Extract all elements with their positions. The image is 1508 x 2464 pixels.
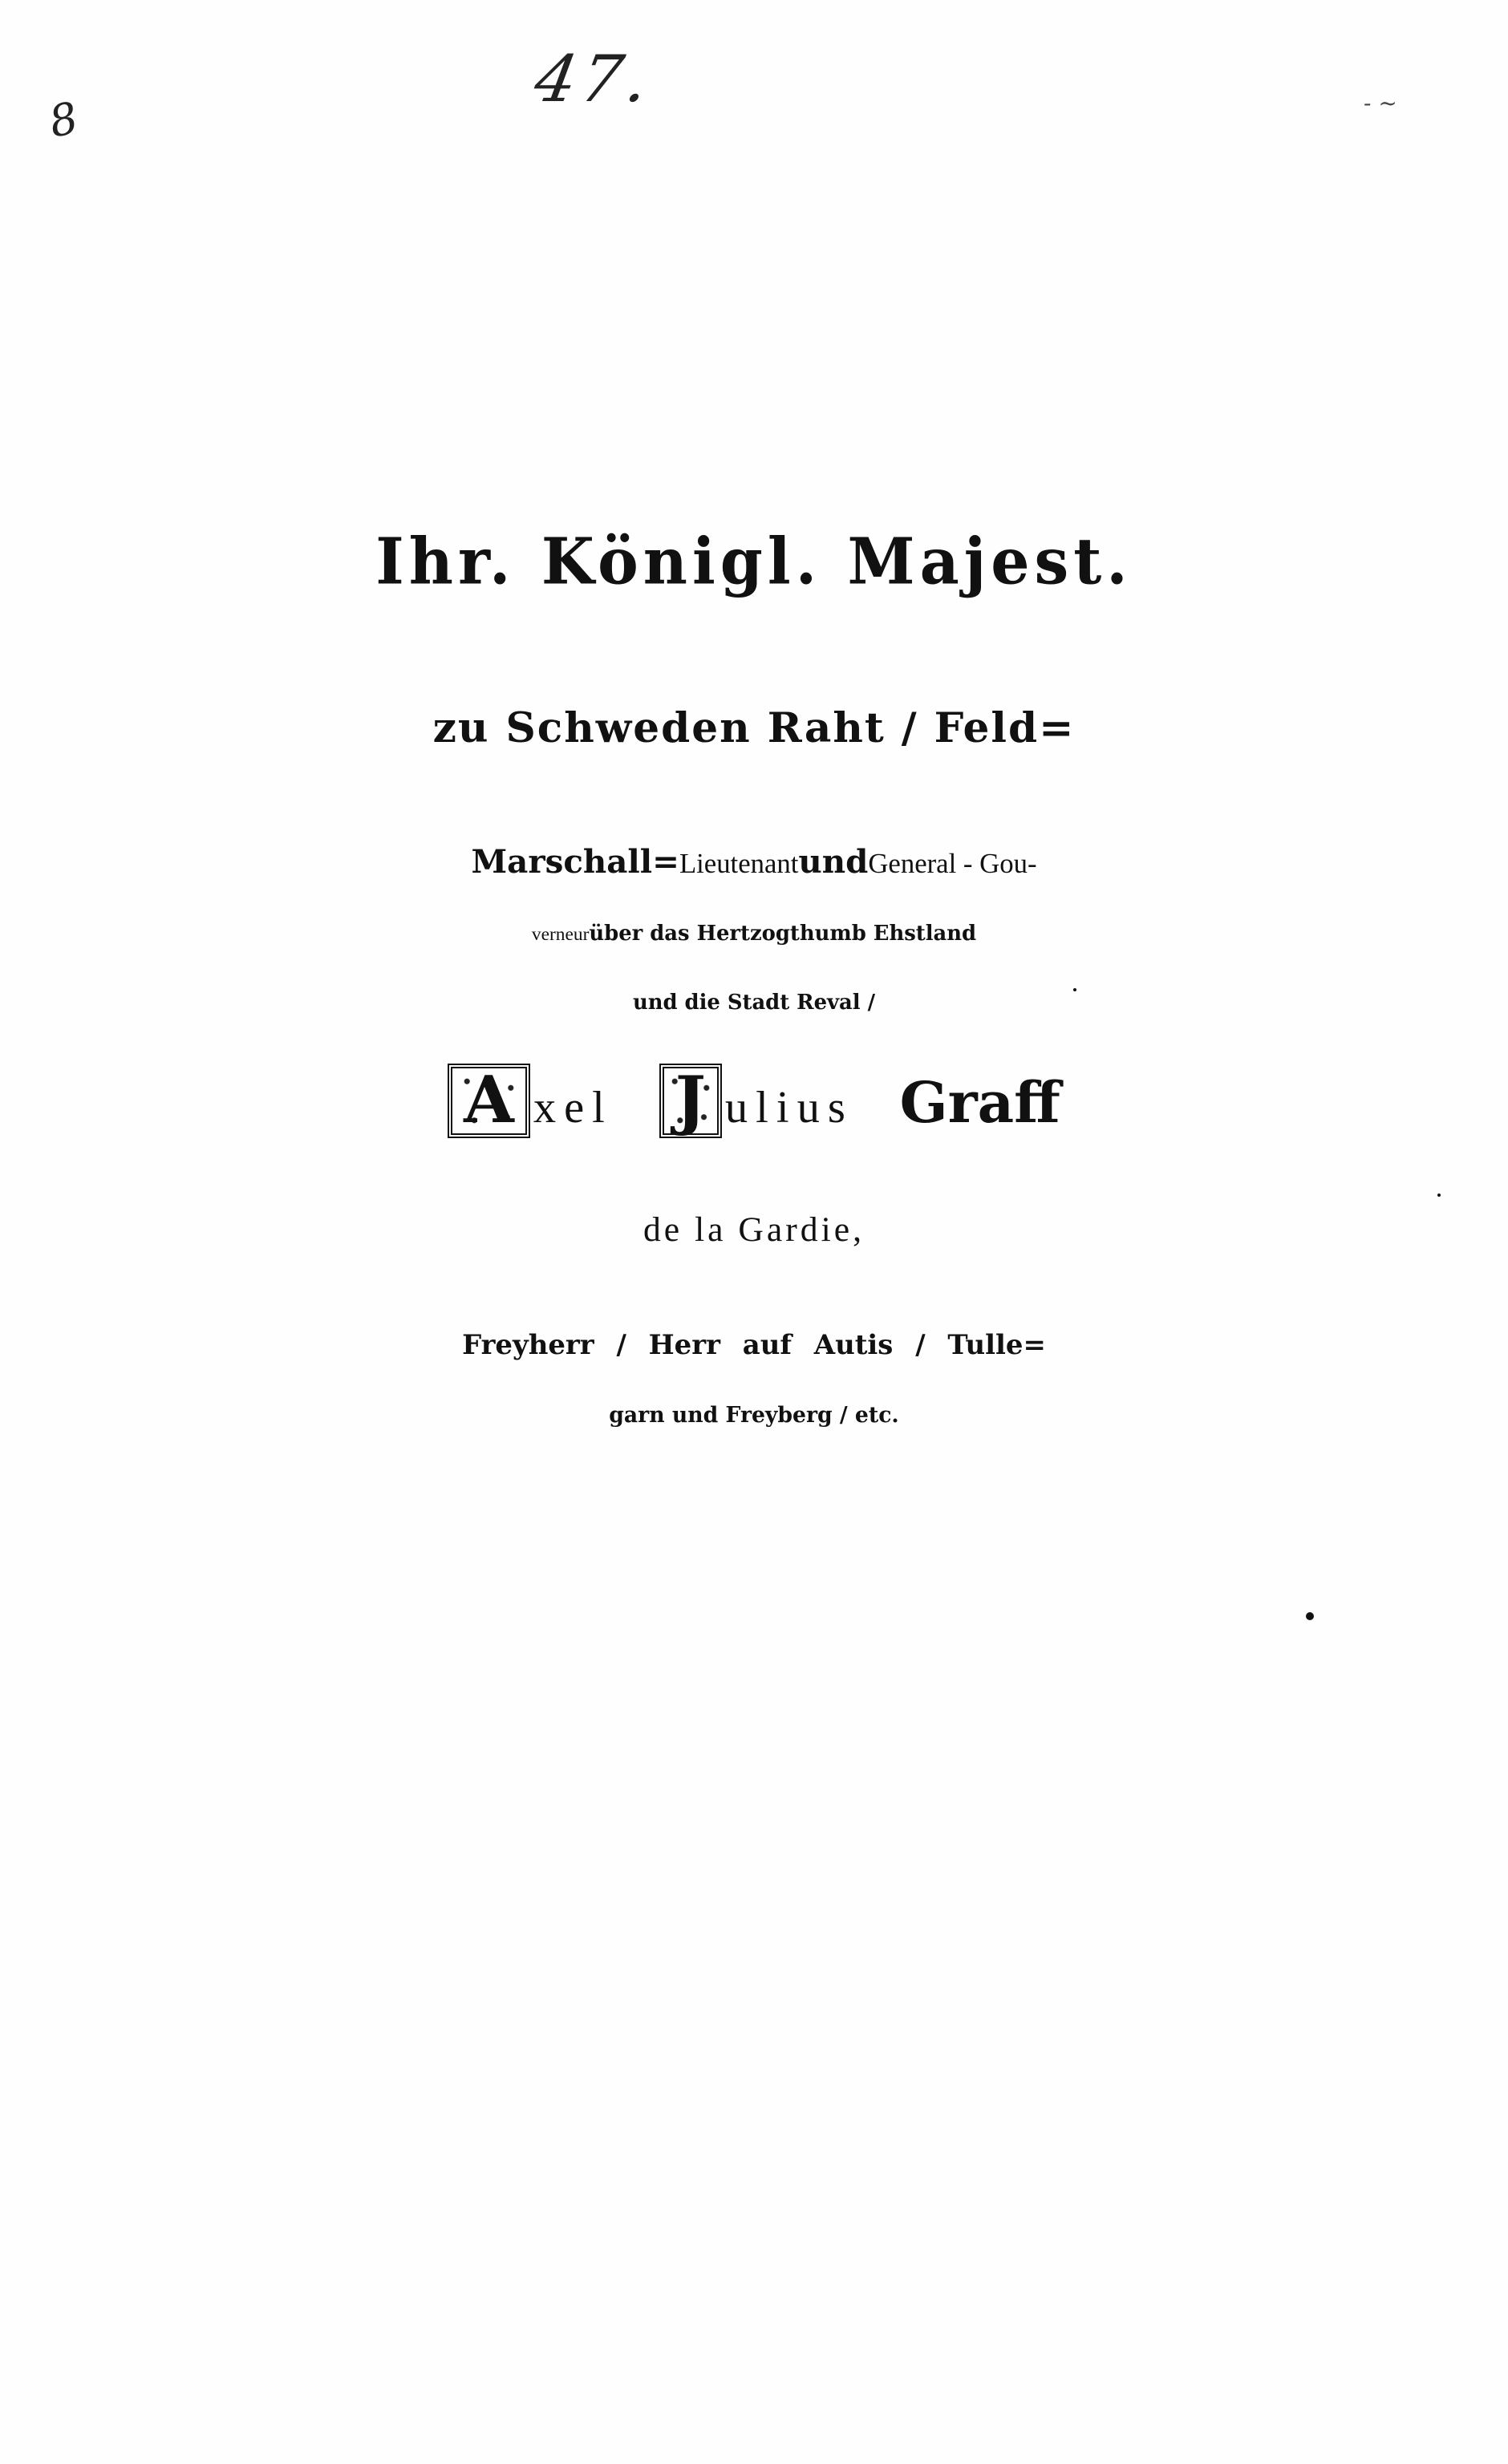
title-line-marshal [0,842,1508,881]
duchy-text: über das Hertzogthumb Ehstland [589,922,977,946]
title-sweden-text: zu Schweden Raht / Feld= [432,703,1076,752]
title-majesty-text: Ihr. Königl. Majest. [375,523,1133,599]
name-axel-text: xel [533,1083,613,1133]
verneur-text: verneur [531,924,590,945]
lieutenant-text: Lieutenant [679,848,799,879]
name-graff-text: Graff [899,1069,1060,1136]
general-governor-text: General - Gou- [868,848,1037,879]
margin-mark-left: 8 [44,92,83,148]
name-julius-text: ulius [724,1083,853,1133]
ink-speck [1073,988,1076,991]
title-line-majesty [0,523,1508,599]
title-line-reval [0,993,1508,1014]
folio-number: 47. [529,42,659,116]
title-line-sweden [0,703,1508,752]
title-line-freyberg [0,1405,1508,1427]
ink-speck [1306,1612,1314,1620]
title-line-freyherr [0,1328,1508,1360]
reval-text: und die Stadt Reval / [632,991,876,1015]
und-text: und [798,842,869,881]
title-line-name [0,1064,1508,1138]
title-line-duchy [0,924,1508,945]
gardie-text: de la Gardie, [643,1210,865,1249]
margin-mark-right: - ~ [1364,90,1397,116]
title-line-gardie [0,1210,1508,1249]
decorated-initial-j: J [659,1064,722,1138]
freyberg-text: garn und Freyberg / etc. [609,1403,899,1428]
ink-speck [1437,1194,1441,1197]
freyherr-text: Freyherr / Herr auf Autis / Tulle= [462,1328,1046,1360]
marshal-text: Marschall= [471,842,679,881]
decorated-initial-a: A [448,1064,530,1138]
